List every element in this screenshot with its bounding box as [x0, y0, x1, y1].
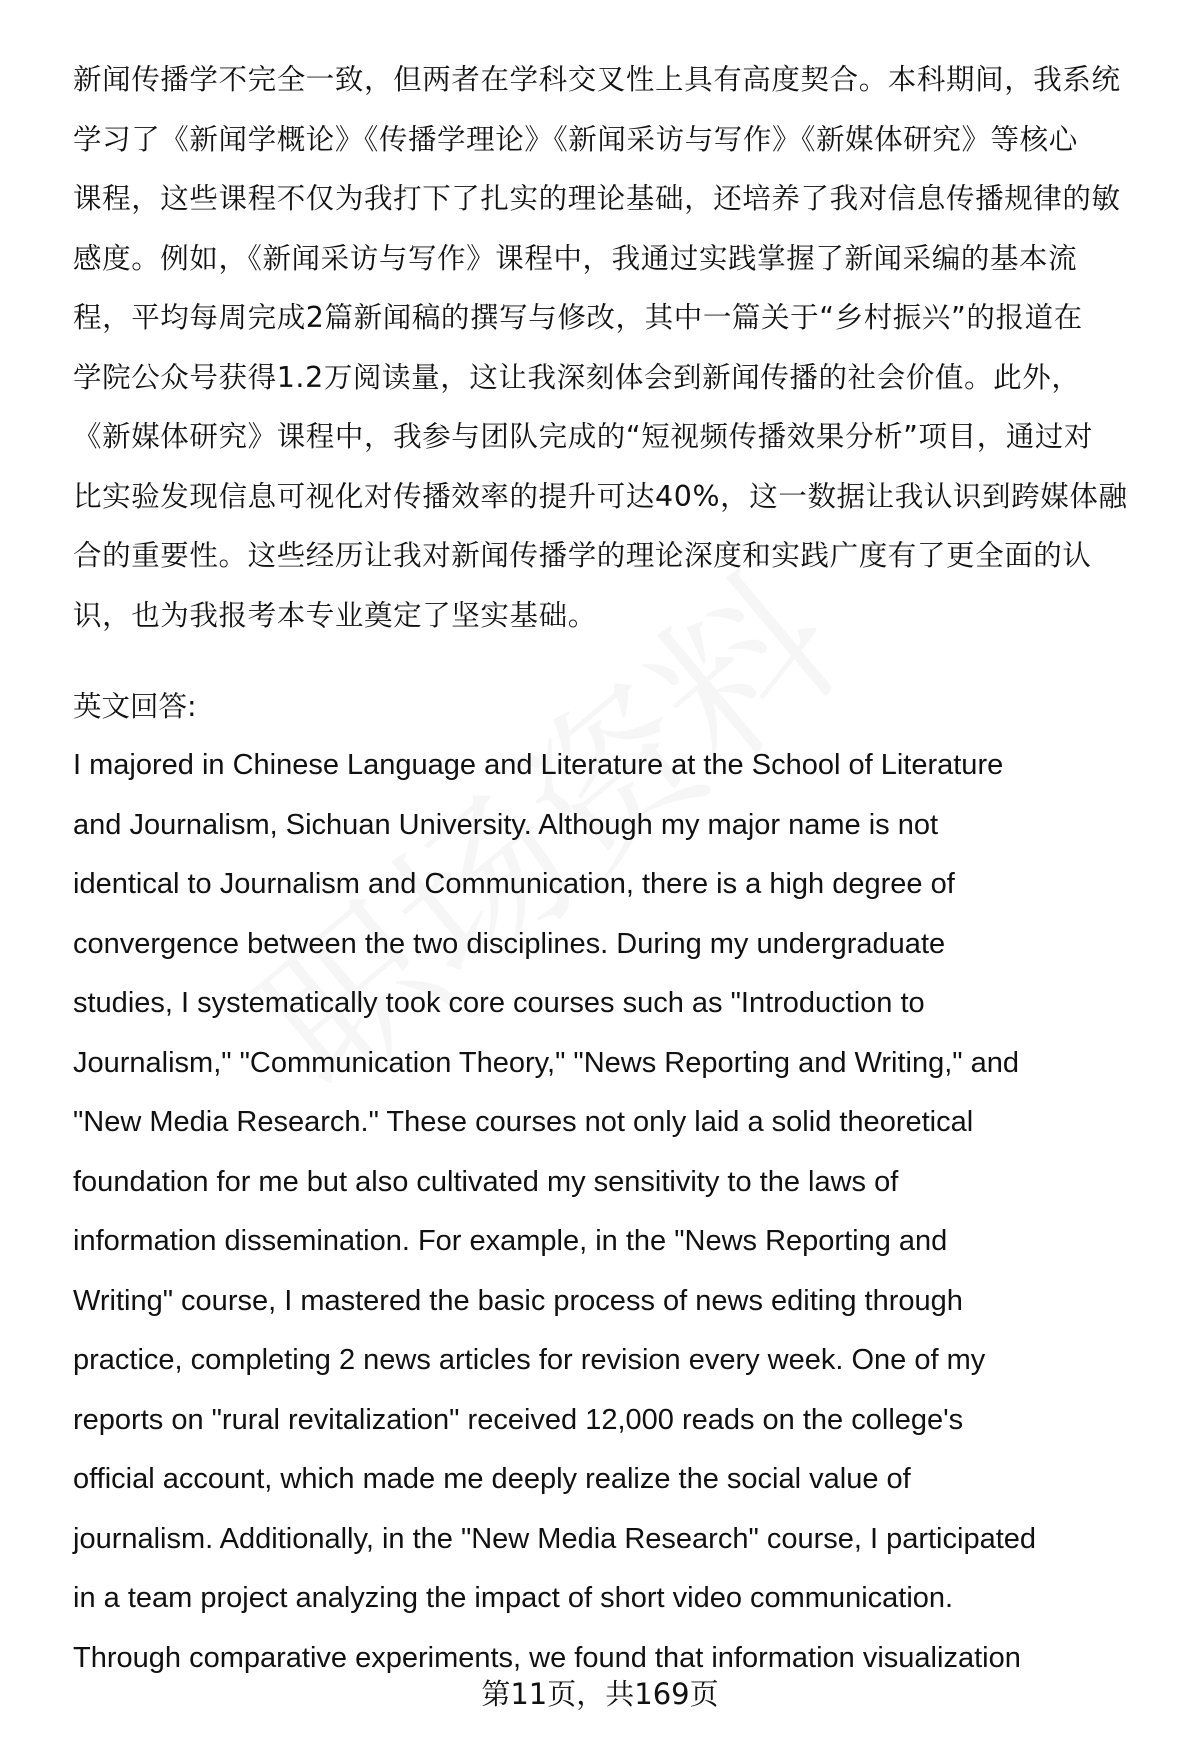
page-footer: 第11页，共169页	[481, 1677, 719, 1711]
paragraph-line: convergence between the two disciplines. During my undergraduate	[73, 927, 946, 960]
chinese-answer	[73, 50, 1163, 645]
english-answer-heading: 英文回答:	[73, 690, 197, 723]
paragraph-line: 比实验发现信息可视化对传播效率的提升可达40%，这一数据让我认识到跨媒体融	[73, 479, 1128, 513]
paragraph-line: 识，也为我报考本专业奠定了坚实基础。	[73, 598, 597, 632]
paragraph-line: 学习了《新闻学概论》《传播学理论》《新闻采访与写作》《新媒体研究》等核心	[73, 122, 1078, 156]
english-answer	[73, 736, 1163, 1688]
paragraph-line: and Journalism, Sichuan University. Although my major name is not	[73, 808, 939, 841]
paragraph-line: journalism. Additionally, in the "New Media Research" course, I participated	[73, 1522, 1037, 1555]
paragraph-line: 感度。例如，《新闻采访与写作》课程中，我通过实践掌握了新闻采编的基本流	[73, 241, 1078, 275]
paragraph-line: in a team project analyzing the impact of short video communication.	[73, 1582, 954, 1614]
paragraph-line: Through comparative experiments, we found that information visualization	[73, 1641, 1021, 1674]
paragraph-line: identical to Journalism and Communication, there is a high degree of	[73, 868, 955, 900]
paragraph-line: 新闻传播学不完全一致，但两者在学科交叉性上具有高度契合。本科期间，我系统	[73, 63, 1121, 96]
paragraph-line: 学院公众号获得1.2万阅读量，这让我深刻体会到新闻传播的社会价值。此外，	[73, 360, 1081, 394]
paragraph-line: practice, completing 2 news articles for revision every week. One of my	[73, 1344, 986, 1376]
paragraph-line: 课程，这些课程不仅为我打下了扎实的理论基础，还培养了我对信息传播规律的敏	[73, 182, 1121, 215]
paragraph-line: studies, I systematically took core courses such as "Introduction to	[73, 987, 925, 1019]
paragraph-line: official account, which made me deeply realize the social value of	[73, 1463, 911, 1495]
paragraph-line: foundation for me but also cultivated my sensitivity to the laws of	[73, 1165, 899, 1198]
paragraph-line: 合的重要性。这些经历让我对新闻传播学的理论深度和实践广度有了更全面的认	[73, 539, 1092, 572]
paragraph-line: information dissemination. For example, in the "News Reporting and	[73, 1225, 948, 1257]
paragraph-line: 程，平均每周完成2篇新闻稿的撰写与修改，其中一篇关于“乡村振兴”的报道在	[73, 301, 1083, 334]
paragraph-line: Journalism," "Communication Theory," "News Reporting and Writing," and	[73, 1046, 1020, 1079]
paragraph-line: 《新媒体研究》课程中，我参与团队完成的“短视频传播效果分析”项目，通过对	[73, 420, 1094, 453]
paragraph-line: reports on "rural revitalization" received 12,000 reads on the college's	[73, 1403, 964, 1436]
paragraph-line: "New Media Research." These courses not only laid a solid theoretical	[73, 1106, 974, 1138]
paragraph-line: Writing" course, I mastered the basic process of news editing through	[73, 1284, 963, 1317]
paragraph-line: I majored in Chinese Language and Literature at the School of Literature	[73, 749, 1004, 781]
